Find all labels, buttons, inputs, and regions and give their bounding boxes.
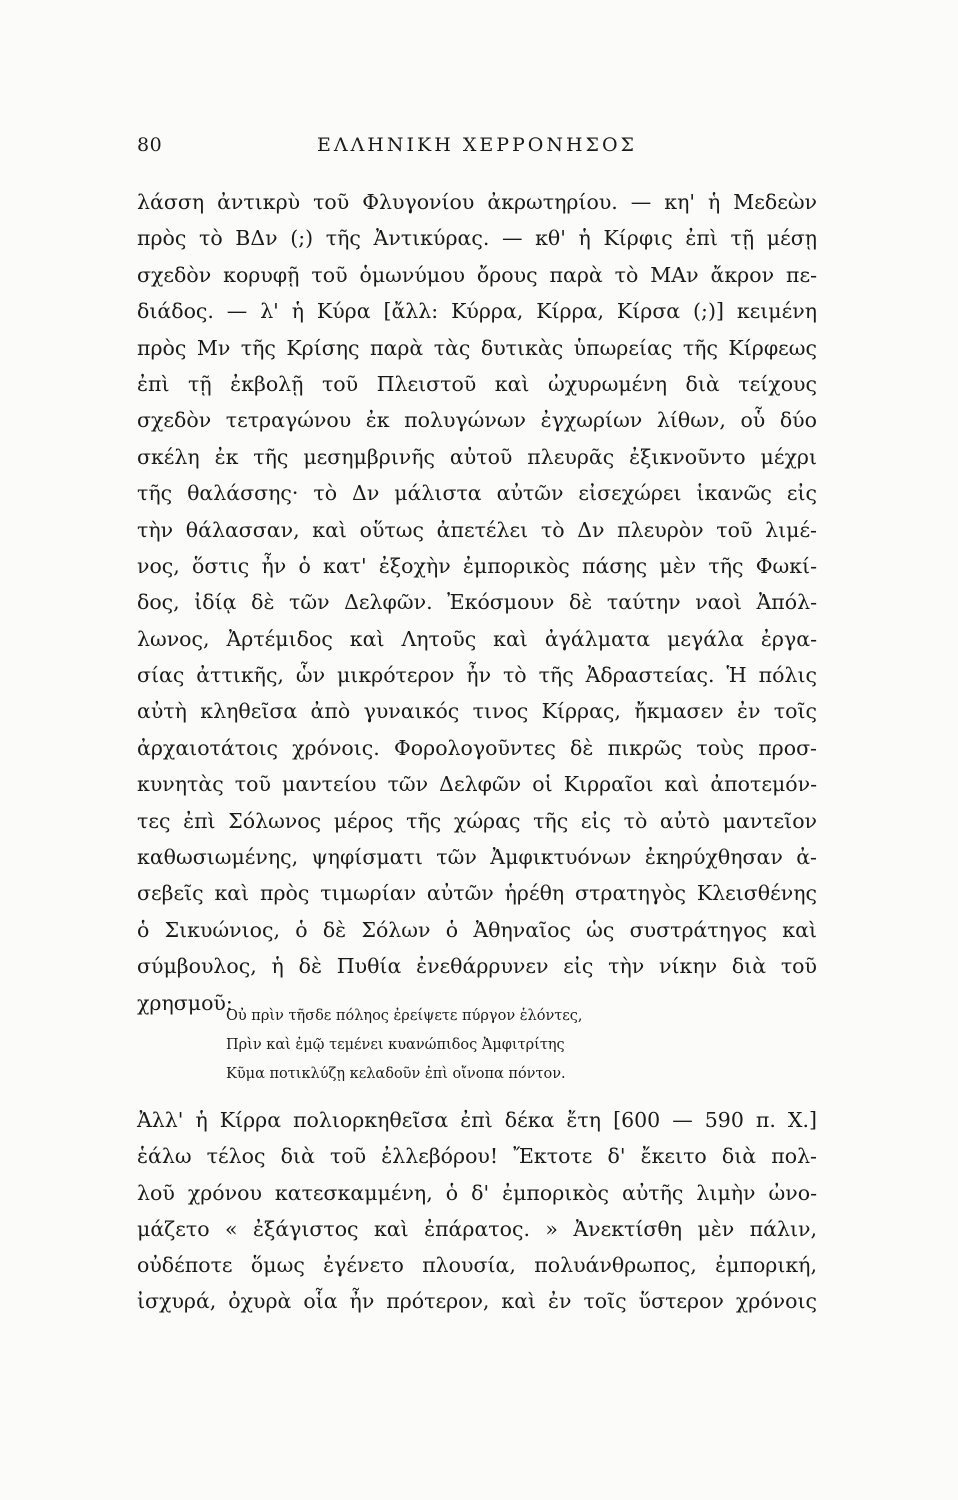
text-line: πρὸς Μν τῆς Κρίσης παρὰ τὰς δυτικὰς ὑπωρείας τῆς Κίρφεως (137, 335, 817, 360)
text-line: σκέλη ἐκ τῆς μεσημβρινῆς αὐτοῦ πλευρᾶς ἐξικνοῦντο μέχρι (137, 444, 817, 469)
text-line: δος, ἰδίᾳ δὲ τῶν Δελφῶν. Ἐκόσμουν δὲ ταύτην ναοὶ Ἀπόλ- (137, 590, 817, 615)
main-text-block (137, 184, 817, 1021)
text-line: ἀρχαιοτάτοις χρόνοις. Φορολογοῦντες δὲ πικρῶς τοὺς προσ- (137, 735, 817, 760)
text-line: Ἀλλ' ἡ Κίρρα πολιορκηθεῖσα ἐπὶ δέκα ἔτη [600 — 590 π. Χ.] (137, 1108, 817, 1132)
text-line: χρησμοῦ: (137, 990, 233, 1015)
text-line: τες ἐπὶ Σόλωνος μέρος τῆς χώρας τῆς εἰς τὸ αὐτὸ μαντεῖον (137, 808, 817, 833)
verse-line: Κῦμα ποτικλύζῃ κελαδοῦν ἐπὶ οἴνοπα πόντον. (226, 1066, 566, 1082)
verse-line: Πρὶν καὶ ἐμῷ τεμένει κυανώπιδος Ἀμφιτρίτης (226, 1037, 565, 1053)
running-title: ΕΛΛΗΝΙΚΗ ΧΕΡΡΟΝΗΣΟΣ (317, 134, 637, 156)
text-line: ἑάλω τέλος διὰ τοῦ ἐλλεβόρου! Ἔκτοτε δ' ἔκειτο διὰ πολ- (137, 1144, 817, 1169)
oracle-verse-block (226, 1002, 726, 1089)
text-line: λάσση ἀντικρὺ τοῦ Φλυγονίου ἀκρωτηρίου. — κη' ἡ Μεδεὼν (137, 190, 817, 214)
page-number: 80 (137, 134, 163, 156)
text-line: διάδος. — λ' ἡ Κύρα [ἄλλ: Κύρρα, Κίρρα, Κίρσα (;)] κειμένη (137, 299, 817, 324)
text-line: αὐτὴ κληθεῖσα ἀπὸ γυναικός τινος Κίρρας, ἤκμασεν ἐν τοῖς (137, 699, 817, 724)
text-line: καθωσιωμένης, ψηφίσματι τῶν Ἀμφικτυόνων ἐκηρύχθησαν ἀ- (137, 845, 817, 870)
text-line: σίας ἀττικῆς, ὧν μικρότερον ἦν τὸ τῆς Ἀδραστείας. Ἡ πόλις (137, 663, 817, 688)
text-line: σχεδὸν τετραγώνου ἐκ πολυγώνων ἐγχωρίων λίθων, οὗ δύο (137, 408, 817, 433)
text-line: μάζετο « ἐξάγιστος καὶ ἐπάρατος. » Ἀνεκτίσθη μὲν πάλιν, (137, 1216, 817, 1241)
text-line: νος, ὅστις ἦν ὁ κατ' ἐξοχὴν ἐμπορικὸς πάσης μὲν τῆς Φωκί- (137, 553, 817, 578)
text-line: σχεδὸν κορυφῇ τοῦ ὁμωνύμου ὄρους παρὰ τὸ ΜΑν ἄκρον πε- (137, 262, 817, 287)
text-line: λωνος, Ἀρτέμιδος καὶ Λητοῦς καὶ ἀγάλματα μεγάλα ἐργα- (137, 626, 817, 651)
continuation-text-block (137, 1102, 817, 1320)
text-line: τῆς θαλάσσης· τὸ Δν μάλιστα αὐτῶν εἰσεχώρει ἱκανῶς εἰς (137, 481, 817, 506)
text-line: ἰσχυρά, ὀχυρὰ οἷα ἦν πρότερον, καὶ ἐν τοῖς ὕστερον χρόνοις (137, 1289, 817, 1314)
verse-line: Οὐ πρὶν τῆσδε πόληος ἐρείψετε πύργον ἑλόντες, (226, 1008, 583, 1024)
text-line: σύμβουλος, ἡ δὲ Πυθία ἐνεθάρρυνεν εἰς τὴν νίκην διὰ τοῦ (137, 954, 817, 979)
text-line: λοῦ χρόνου κατεσκαμμένη, ὁ δ' ἐμπορικὸς αὐτῆς λιμὴν ὠνο- (137, 1180, 817, 1205)
page-header (137, 134, 817, 158)
text-line: τὴν θάλασσαν, καὶ οὕτως ἀπετέλει τὸ Δν πλευρὸν τοῦ λιμέ- (137, 517, 817, 542)
text-line: κυνητὰς τοῦ μαντείου τῶν Δελφῶν οἱ Κιρραῖοι καὶ ἀποτεμόν- (137, 772, 817, 797)
text-line: πρὸς τὸ ΒΔν (;) τῆς Ἀντικύρας. — κθ' ἡ Κίρφις ἐπὶ τῇ μέσῃ (137, 226, 817, 251)
text-line: σεβεῖς καὶ πρὸς τιμωρίαν αὐτῶν ἡρέθη στρατηγὸς Κλεισθένης (137, 881, 817, 906)
text-line: οὐδέποτε ὅμως ἐγένετο πλουσία, πολυάνθρωπος, ἐμπορική, (137, 1253, 817, 1278)
text-line: ὁ Σικυώνιος, ὁ δὲ Σόλων ὁ Ἀθηναῖος ὡς συστράτηγος καὶ (137, 917, 817, 942)
text-line: ἐπὶ τῇ ἐκβολῇ τοῦ Πλειστοῦ καὶ ὠχυρωμένη διὰ τείχους (137, 371, 817, 396)
